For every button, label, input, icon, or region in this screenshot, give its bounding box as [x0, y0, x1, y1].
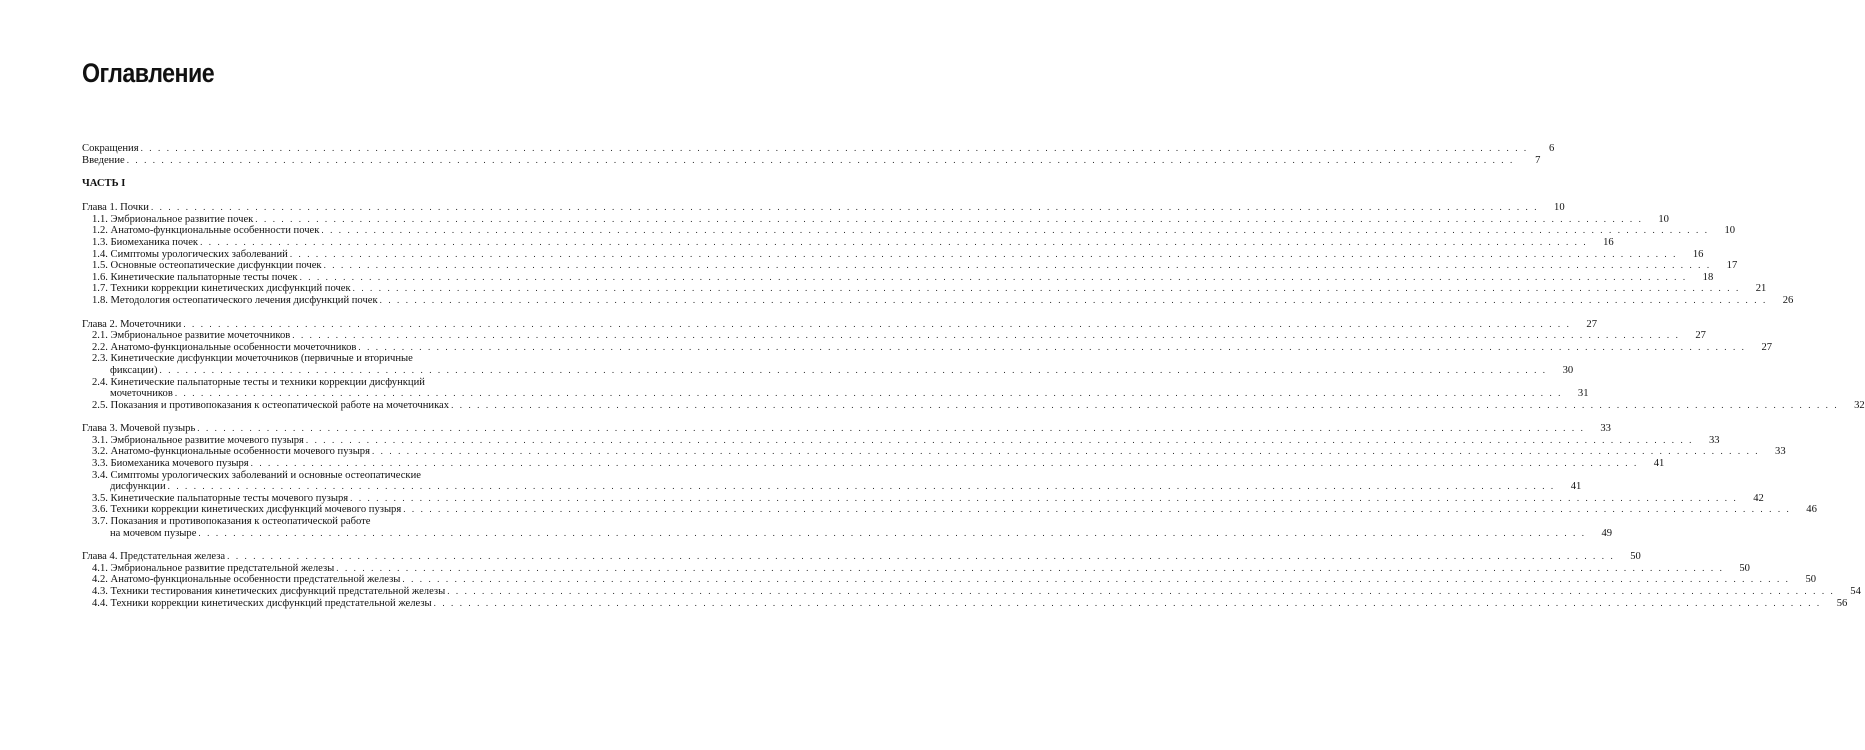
toc-entry-label: 1.7. Техники коррекции кинетических дисфункций почек: [92, 283, 351, 295]
toc-entry[interactable]: [82, 318, 1597, 331]
toc-page-number: 42: [1753, 492, 1764, 504]
toc-page-number: 27: [1761, 341, 1773, 353]
dot-leader: . . . . . . . . . . . . . . . . . . . . . . . . . . . . . . . . . . . . . . . . . . . . . . . . . . . . . . . . . . . . . . . . . . . . . . . . . . . . . . . . . . . . . . . . . . . . . . . . . . . . . . . . . . . . . . . . . . . . . . . . . . . . . . . . . . . . . . . . . . . . . . . . . . . . . . . . . . . . . . . .: [150, 202, 1539, 213]
toc-page-number: 49: [1601, 527, 1613, 539]
toc-page-number: 54: [1850, 586, 1861, 597]
toc-entry[interactable]: [82, 202, 1565, 214]
toc-entry[interactable]: [82, 527, 1613, 540]
toc-entry-label: 1.6. Кинетические пальпаторные тесты почек: [92, 271, 298, 283]
dot-leader: . . . . . . . . . . . . . . . . . . . . . . . . . . . . . . . . . . . . . . . . . . . . . . . . . . . . . . . . . . . . . . . . . . . . . . . . . . . . . . . . . . . . . . . . . . . . . . . . . . . . . . . . . . . . . . . . . . . . . . . . . . . . . . . . . . . . . . . . . . . . . . . . . . . . . . . . . . . . . . . .: [403, 504, 1791, 515]
dot-leader: . . . . . . . . . . . . . . . . . . . . . . . . . . . . . . . . . . . . . . . . . . . . . . . . . . . . . . . . . . . . . . . . . . . . . . . . . . . . . . . . . . . . . . . . . . . . . . . . . . . . . . . . . . . . . . . . . . . . . . . . . . . . . . . . . . . . . . . . . . . . . . . . . . . . . . . . . . . . . . . .: [321, 225, 1710, 236]
dot-leader: . . . . . . . . . . . . . . . . . . . . . . . . . . . . . . . . . . . . . . . . . . . . . . . . . . . . . . . . . . . . . . . . . . . . . . . . . . . . . . . . . . . . . . . . . . . . . . . . . . . . . . . . . . . . . . . . . . . . . . . . . . . . . . . . . . . . . . . . . . . . . . . . . . . . . . . . . . . . . . . .: [323, 260, 1712, 271]
toc-entry-label: 3.3. Биомеханика мочевого пузыря: [92, 458, 249, 470]
dot-leader: . . . . . . . . . . . . . . . . . . . . . . . . . . . . . . . . . . . . . . . . . . . . . . . . . . . . . . . . . . . . . . . . . . . . . . . . . . . . . . . . . . . . . . . . . . . . . . . . . . . . . . . . . . . . . . . . . . . . . . . . . . . . . . . . . . . . . . . . . . . . . . . . . . . . . . . . . . . . . . . .: [350, 492, 1738, 503]
toc-entry[interactable]: [82, 434, 1720, 447]
toc-entry[interactable]: [82, 388, 1589, 400]
toc-entry-label: Глава 1. Почки: [82, 202, 149, 214]
dot-leader: . . . . . . . . . . . . . . . . . . . . . . . . . . . . . . . . . . . . . . . . . . . . . . . . . . . . . . . . . . . . . . . . . . . . . . . . . . . . . . . . . . . . . . . . . . . . . . . . . . . . . . . . . . . . . . . . . . . . . . . . . . . . . . . . . . . . . . . . . . . . . . . . . . . . . . . . . . . . . . . .: [289, 248, 1678, 259]
toc-entry-label: на мочевом пузыре: [110, 527, 197, 539]
spacer: [82, 411, 518, 423]
dot-leader: . . . . . . . . . . . . . . . . . . . . . . . . . . . . . . . . . . . . . . . . . . . . . . . . . . . . . . . . . . . . . . . . . . . . . . . . . . . . . . . . . . . . . . . . . . . . . . . . . . . . . . . . . . . . . . . . . . . . . . . . . . . . . . . . . . . . . . . . . . . . . . . . . . . . . . . . . . . . . . . .: [352, 283, 1741, 294]
toc-page-number: 10: [1658, 213, 1669, 225]
dot-leader: . . . . . . . . . . . . . . . . . . . . . . . . . . . . . . . . . . . . . . . . . . . . . . . . . . . . . . . . . . . . . . . . . . . . . . . . . . . . . . . . . . . . . . . . . . . . . . . . . . . . . . . . . . . . . . . . . . . . . . . . . . . . . . . . . . . . . . . . . . . . . . . . . . . . . . . . . . . . . . . .: [174, 388, 1563, 399]
toc-entry[interactable]: [82, 283, 1767, 295]
dot-leader: . . . . . . . . . . . . . . . . . . . . . . . . . . . . . . . . . . . . . . . . . . . . . . . . . . . . . . . . . . . . . . . . . . . . . . . . . . . . . . . . . . . . . . . . . . . . . . . . . . . . . . . . . . . . . . . . . . . . . . . . . . . . . . . . . . . . . . . . . . . . . . . . . . . . . . . . . . . . . . . .: [433, 597, 1822, 608]
toc-entry-label: Глава 4. Предстательная железа: [82, 551, 226, 563]
toc-entry-label: 4.1. Эмбриональное развитие предстательной железы: [92, 562, 335, 574]
toc-entry[interactable]: [82, 364, 1574, 377]
toc-entry-label: 2.2. Анатомо-функциональные особенности мочеточников: [92, 341, 357, 353]
toc-entry-label: мочеточников: [110, 388, 173, 400]
dot-leader: . . . . . . . . . . . . . . . . . . . . . . . . . . . . . . . . . . . . . . . . . . . . . . . . . . . . . . . . . . . . . . . . . . . . . . . . . . . . . . . . . . . . . . . . . . . . . . . . . . . . . . . . . . . . . . . . . . . . . . . . . . . . . . . . . . . . . . . . . . . . . . . . . . . . . . . . . . . . . . . .: [299, 271, 1688, 282]
toc-page-number: 32: [1854, 399, 1865, 411]
toc-page-number: 27: [1586, 318, 1597, 330]
toc-page-number: 10: [1724, 225, 1736, 237]
toc-entry-label: Глава 2. Мочеточники: [82, 318, 182, 330]
page-title: Оглавление: [82, 58, 215, 88]
toc-entry-label: 3.5. Кинетические пальпаторные тесты мочевого пузыря: [92, 492, 349, 504]
dot-leader: . . . . . . . . . . . . . . . . . . . . . . . . . . . . . . . . . . . . . . . . . . . . . . . . . . . . . . . . . . . . . . . . . . . . . . . . . . . . . . . . . . . . . . . . . . . . . . . . . . . . . . . . . . . . . . . . . . . . . . . . . . . . . . . . . . . . . . . . . . . . . . . . . . . . . . . . . . . . . . . .: [227, 551, 1615, 562]
toc-page-number: 46: [1806, 504, 1817, 516]
toc-page-number: 41: [1653, 458, 1665, 470]
toc-entry-wrapped-line[interactable]: 2.3. Кинетические дисфункции мочеточников (первичные и вторичные: [92, 353, 413, 365]
dot-leader: . . . . . . . . . . . . . . . . . . . . . . . . . . . . . . . . . . . . . . . . . . . . . . . . . . . . . . . . . . . . . . . . . . . . . . . . . . . . . . . . . . . . . . . . . . . . . . . . . . . . . . . . . . . . . . . . . . . . . . . . . . . . . . . . . . . . . . . . . . . . . . . . . . . . . . . . . . . . . . . .: [197, 423, 1585, 434]
toc-entry[interactable]: [82, 562, 1750, 575]
toc-entry[interactable]: [82, 271, 1714, 284]
dot-leader: . . . . . . . . . . . . . . . . . . . . . . . . . . . . . . . . . . . . . . . . . . . . . . . . . . . . . . . . . . . . . . . . . . . . . . . . . . . . . . . . . . . . . . . . . . . . . . . . . . . . . . . . . . . . . . . . . . . . . . . . . . . . . . . . . . . . . . . . . . . . . . . . . . . . . . . . . . . . . . . .: [159, 364, 1548, 375]
toc-entry-label: 3.1. Эмбриональное развитие мочевого пузыря: [92, 434, 304, 446]
toc-entry[interactable]: [82, 399, 1865, 412]
toc-entry-label: 4.4. Техники коррекции кинетических дисфункций предстательной железы: [92, 597, 432, 609]
toc-page-number: 33: [1775, 446, 1786, 458]
toc-page-number: 33: [1708, 434, 1720, 446]
toc-page-number: 50: [1630, 551, 1641, 563]
toc-entry-label: 3.6. Техники коррекции кинетических дисфункций мочевого пузыря: [92, 504, 402, 516]
toc-page-number: 6: [1548, 143, 1555, 154]
spacer: [82, 166, 518, 178]
toc-entry-label: 3.2. Анатомо-функциональные особенности мочевого пузыря: [92, 446, 370, 458]
toc-entry[interactable]: [82, 143, 1555, 155]
toc-entry-label: Введение: [82, 154, 125, 166]
toc-entry[interactable]: [82, 248, 1704, 261]
toc-page-number: 16: [1692, 248, 1704, 260]
dot-leader: . . . . . . . . . . . . . . . . . . . . . . . . . . . . . . . . . . . . . . . . . . . . . . . . . . . . . . . . . . . . . . . . . . . . . . . . . . . . . . . . . . . . . . . . . . . . . . . . . . . . . . . . . . . . . . . . . . . . . . . . . . . . . . . . . . . . . . . . . . . . . . . . . . . . . . . . . . . . . . . .: [200, 236, 1588, 247]
toc-page-number: 31: [1577, 388, 1589, 400]
toc-entry[interactable]: [82, 423, 1611, 435]
toc-entry[interactable]: [82, 225, 1736, 237]
toc-entry-wrapped-line[interactable]: 3.4. Симптомы урологических заболеваний и основные остеопатические: [92, 469, 421, 481]
toc-entry-label: 4.2. Анатомо-функциональные особенности предстательной железы: [92, 574, 401, 586]
dot-leader: . . . . . . . . . . . . . . . . . . . . . . . . . . . . . . . . . . . . . . . . . . . . . . . . . . . . . . . . . . . . . . . . . . . . . . . . . . . . . . . . . . . . . . . . . . . . . . . . . . . . . . . . . . . . . . . . . . . . . . . . . . . . . . . . . . . . . . . . . . . . . . . . . . . . . . . . . . . . . . . .: [402, 574, 1791, 585]
toc-entry[interactable]: [82, 330, 1706, 342]
toc-entry-label: 1.5. Основные остеопатические дисфункции почек: [92, 260, 322, 272]
toc-entry-label: Глава 3. Мочевой пузырь: [82, 423, 196, 435]
toc-page-number: 56: [1836, 597, 1848, 609]
toc-entry[interactable]: [82, 551, 1641, 563]
dot-leader: . . . . . . . . . . . . . . . . . . . . . . . . . . . . . . . . . . . . . . . . . . . . . . . . . . . . . . . . . . . . . . . . . . . . . . . . . . . . . . . . . . . . . . . . . . . . . . . . . . . . . . . . . . . . . . . . . . . . . . . . . . . . . . . . . . . . . . . . . . . . . . . . . . . . . . . . . . . . . . . .: [305, 434, 1694, 445]
toc-entry[interactable]: [82, 504, 1817, 516]
toc-entry-label: 4.3. Техники тестирования кинетических дисфункций предстательной железы: [92, 586, 446, 597]
toc-entry[interactable]: [82, 458, 1665, 470]
toc-entry-label: 1.3. Биомеханика почек: [92, 236, 199, 248]
toc-entry[interactable]: [82, 481, 1582, 493]
toc-page-number: 50: [1739, 562, 1750, 574]
dot-leader: . . . . . . . . . . . . . . . . . . . . . . . . . . . . . . . . . . . . . . . . . . . . . . . . . . . . . . . . . . . . . . . . . . . . . . . . . . . . . . . . . . . . . . . . . . . . . . . . . . . . . . . . . . . . . . . . . . . . . . . . . . . . . . . . . . . . . . . . . . . . . . . . . . . . . . . . . . . . . . . .: [250, 458, 1639, 469]
toc-entry-label: 1.2. Анатомо-функциональные особенности почек: [92, 225, 320, 237]
toc-page-number: 30: [1562, 364, 1574, 376]
toc-page-number: 33: [1600, 423, 1611, 435]
toc-entry-wrapped-line[interactable]: 3.7. Показания и противопоказания к остеопатической работе: [92, 516, 371, 528]
toc-entry-label: дисфункции: [110, 481, 166, 493]
toc-page-number: 16: [1603, 236, 1614, 248]
toc-entry[interactable]: [82, 213, 1669, 226]
toc-entry[interactable]: [82, 586, 1861, 598]
table-of-contents: [82, 143, 1865, 609]
toc-page-number: 41: [1570, 481, 1582, 493]
toc-entry-label: 1.4. Симптомы урологических заболеваний: [92, 248, 288, 260]
dot-leader: . . . . . . . . . . . . . . . . . . . . . . . . . . . . . . . . . . . . . . . . . . . . . . . . . . . . . . . . . . . . . . . . . . . . . . . . . . . . . . . . . . . . . . . . . . . . . . . . . . . . . . . . . . . . . . . . . . . . . . . . . . . . . . . . . . . . . . . . . . . . . . . . . . . . . . . . . . . . . . . .: [379, 294, 1768, 305]
dot-leader: . . . . . . . . . . . . . . . . . . . . . . . . . . . . . . . . . . . . . . . . . . . . . . . . . . . . . . . . . . . . . . . . . . . . . . . . . . . . . . . . . . . . . . . . . . . . . . . . . . . . . . . . . . . . . . . . . . . . . . . . . . . . . . . . . . . . . . . . . . . . . . . . . . . . . . . . . . . . . . . .: [183, 318, 1571, 329]
toc-page-number: 10: [1554, 202, 1565, 214]
dot-leader: . . . . . . . . . . . . . . . . . . . . . . . . . . . . . . . . . . . . . . . . . . . . . . . . . . . . . . . . . . . . . . . . . . . . . . . . . . . . . . . . . . . . . . . . . . . . . . . . . . . . . . . . . . . . . . . . . . . . . . . . . . . . . . . . . . . . . . . . . . . . . . . . . . . . . . . . . . . . . . . .: [447, 586, 1835, 596]
dot-leader: . . . . . . . . . . . . . . . . . . . . . . . . . . . . . . . . . . . . . . . . . . . . . . . . . . . . . . . . . . . . . . . . . . . . . . . . . . . . . . . . . . . . . . . . . . . . . . . . . . . . . . . . . . . . . . . . . . . . . . . . . . . . . . . . . . . . . . . . . . . . . . . . . . . . . . . . . . . . . . . .: [167, 481, 1556, 492]
dot-leader: . . . . . . . . . . . . . . . . . . . . . . . . . . . . . . . . . . . . . . . . . . . . . . . . . . . . . . . . . . . . . . . . . . . . . . . . . . . . . . . . . . . . . . . . . . . . . . . . . . . . . . . . . . . . . . . . . . . . . . . . . . . . . . . . . . . . . . . . . . . . . . . . . . . . . . . . . . . . . . . .: [451, 399, 1839, 410]
dot-leader: . . . . . . . . . . . . . . . . . . . . . . . . . . . . . . . . . . . . . . . . . . . . . . . . . . . . . . . . . . . . . . . . . . . . . . . . . . . . . . . . . . . . . . . . . . . . . . . . . . . . . . . . . . . . . . . . . . . . . . . . . . . . . . . . . . . . . . . . . . . . . . . . . . . . . . . . . . . . . . . .: [140, 143, 1529, 153]
dot-leader: . . . . . . . . . . . . . . . . . . . . . . . . . . . . . . . . . . . . . . . . . . . . . . . . . . . . . . . . . . . . . . . . . . . . . . . . . . . . . . . . . . . . . . . . . . . . . . . . . . . . . . . . . . . . . . . . . . . . . . . . . . . . . . . . . . . . . . . . . . . . . . . . . . . . . . . . . . . . . . . .: [358, 341, 1747, 352]
toc-entry[interactable]: [82, 154, 1541, 167]
toc-entry[interactable]: [82, 236, 1614, 249]
toc-entry-label: Сокращения: [82, 143, 139, 154]
spacer: [82, 307, 518, 319]
toc-entry[interactable]: [82, 294, 1794, 307]
toc-entry[interactable]: [82, 492, 1764, 505]
toc-entry-label: 1.8. Методология остеопатического лечения дисфункций почек: [92, 294, 378, 306]
toc-page-number: 27: [1695, 330, 1706, 342]
toc-entry-wrapped-line[interactable]: 2.4. Кинетические пальпаторные тесты и техники коррекции дисфункций: [92, 376, 425, 388]
toc-entry-label: 1.1. Эмбриональное развитие почек: [92, 213, 254, 225]
toc-entry[interactable]: [82, 597, 1848, 610]
toc-entry[interactable]: [82, 260, 1738, 272]
dot-leader: . . . . . . . . . . . . . . . . . . . . . . . . . . . . . . . . . . . . . . . . . . . . . . . . . . . . . . . . . . . . . . . . . . . . . . . . . . . . . . . . . . . . . . . . . . . . . . . . . . . . . . . . . . . . . . . . . . . . . . . . . . . . . . . . . . . . . . . . . . . . . . . . . . . . . . . . . . . . . . . .: [255, 213, 1643, 224]
toc-page-number: 17: [1726, 260, 1738, 272]
toc-entry-label: 2.1. Эмбриональное развитие мочеточников: [92, 330, 291, 342]
spacer: [82, 190, 518, 202]
dot-leader: . . . . . . . . . . . . . . . . . . . . . . . . . . . . . . . . . . . . . . . . . . . . . . . . . . . . . . . . . . . . . . . . . . . . . . . . . . . . . . . . . . . . . . . . . . . . . . . . . . . . . . . . . . . . . . . . . . . . . . . . . . . . . . . . . . . . . . . . . . . . . . . . . . . . . . . . . . . . . . . .: [198, 527, 1587, 538]
dot-leader: . . . . . . . . . . . . . . . . . . . . . . . . . . . . . . . . . . . . . . . . . . . . . . . . . . . . . . . . . . . . . . . . . . . . . . . . . . . . . . . . . . . . . . . . . . . . . . . . . . . . . . . . . . . . . . . . . . . . . . . . . . . . . . . . . . . . . . . . . . . . . . . . . . . . . . . . . . . . . . . .: [371, 446, 1760, 457]
toc-page-number: 50: [1805, 574, 1817, 586]
toc-entry-label: 2.5. Показания и противопоказания к остеопатической работе на мочеточниках: [92, 399, 450, 411]
dot-leader: . . . . . . . . . . . . . . . . . . . . . . . . . . . . . . . . . . . . . . . . . . . . . . . . . . . . . . . . . . . . . . . . . . . . . . . . . . . . . . . . . . . . . . . . . . . . . . . . . . . . . . . . . . . . . . . . . . . . . . . . . . . . . . . . . . . . . . . . . . . . . . . . . . . . . . . . . . . . . . . .: [126, 154, 1515, 165]
toc-page-number: 21: [1755, 283, 1767, 295]
toc-entry-label: фиксации): [110, 364, 158, 376]
toc-page-number: 26: [1782, 294, 1794, 306]
toc-entry[interactable]: [82, 446, 1786, 458]
dot-leader: . . . . . . . . . . . . . . . . . . . . . . . . . . . . . . . . . . . . . . . . . . . . . . . . . . . . . . . . . . . . . . . . . . . . . . . . . . . . . . . . . . . . . . . . . . . . . . . . . . . . . . . . . . . . . . . . . . . . . . . . . . . . . . . . . . . . . . . . . . . . . . . . . . . . . . . . . . . . . . . .: [336, 562, 1724, 573]
toc-entry[interactable]: [82, 341, 1773, 354]
dot-leader: . . . . . . . . . . . . . . . . . . . . . . . . . . . . . . . . . . . . . . . . . . . . . . . . . . . . . . . . . . . . . . . . . . . . . . . . . . . . . . . . . . . . . . . . . . . . . . . . . . . . . . . . . . . . . . . . . . . . . . . . . . . . . . . . . . . . . . . . . . . . . . . . . . . . . . . . . . . . . . . .: [292, 330, 1680, 341]
toc-page-number: 7: [1535, 154, 1541, 166]
part-heading: ЧАСТЬ I: [82, 178, 126, 190]
toc-page-number: 18: [1702, 271, 1714, 283]
toc-entry[interactable]: [82, 574, 1817, 586]
spacer: [82, 539, 518, 551]
